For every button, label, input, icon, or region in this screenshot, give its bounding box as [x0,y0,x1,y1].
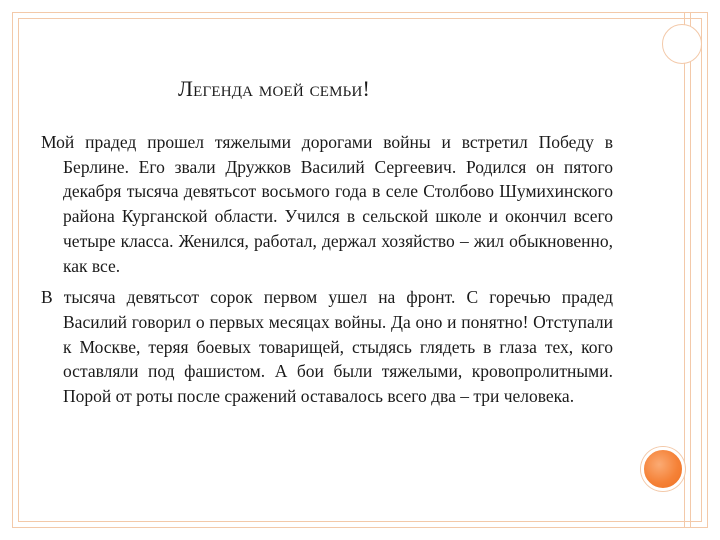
decor-circle-bottom [641,447,685,491]
paragraph-1: Мой прадед прошел тяжелыми дорогами войны и встретил Победу в Берлине. Его звали Дружков Василий Сергеевич. Родился он пятого декабря тысяча девятьсот восьмого года в селе Столбово Шумихинского района Курганской области. Учился в сельской школе и окончил всего четыре класса. Женился, работал, держал хозяйство – жил обыкновенно, как все. [41,132,613,276]
decor-circle-top [662,24,702,64]
slide-title: Легенда моей семьи! [178,76,371,101]
slide-body [41,130,613,409]
paragraph-2: В тысяча девятьсот сорок первом ушел на фронт. С горечью прадед Василий говорил о первых месяцах войны. Да оно и понятно! Отступали к Москве, теряя боевых товарищей, стыдясь глядеть в глаза тех, кого оставляли под фашистом. А бои были тяжелыми, кровопролитными. Порой от роты после сражений оставалось всего два – три человека. [41,287,613,407]
decor-line-right [684,12,685,528]
decor-line-right-2 [690,12,691,528]
